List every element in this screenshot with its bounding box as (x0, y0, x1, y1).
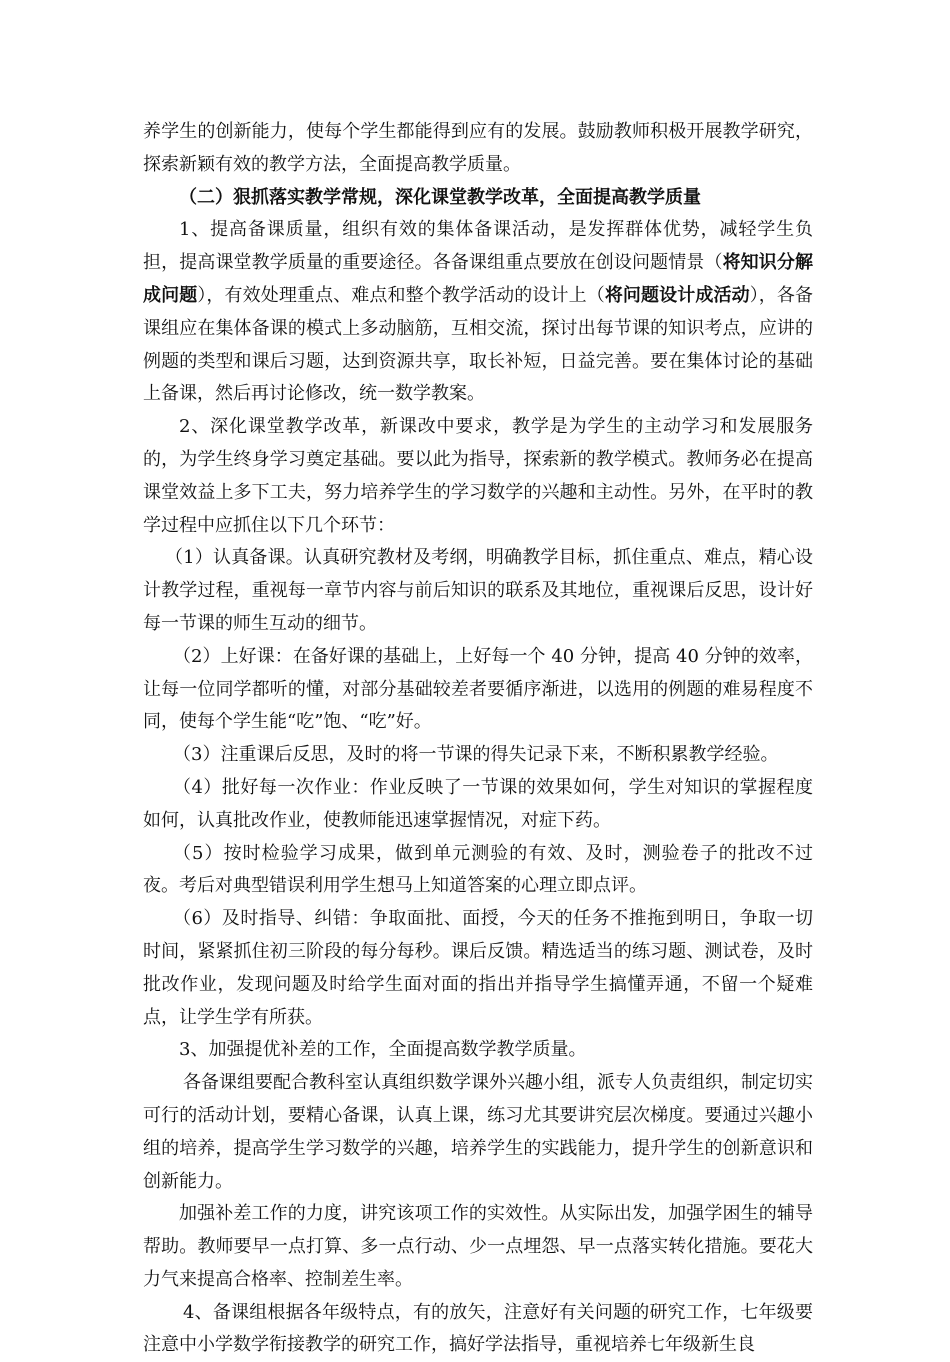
intro-paragraph: 养学生的创新能力，使每个学生都能得到应有的发展。鼓励教师积极开展教学研究，探索新颖有效的教学方法，全面提高教学质量。 (143, 121, 813, 175)
section-heading: （二）狠抓落实教学常规，深化课堂教学改革，全面提高教学质量 (179, 186, 701, 208)
paragraph-3a: 各备课组要配合教科室认真组织数学课外兴趣小组，派专人负责组织，制定切实可行的活动计划，要精心备课，认真上课，练习尤其要讲究层次梯度。要通过兴趣小组的培养，提高学生学习数学的兴趣，培养学生的实践能力，提升学生的创新意识和创新能力。 (143, 1072, 813, 1192)
paragraph-3: 3、加强提优补差的工作，全面提高数学教学质量。 (179, 1039, 587, 1061)
paragraph-4: 4、备课组根据各年级特点，有的放矢，注意好有关问题的研究工作，七年级要注意中小学数学衔接教学的研究工作，搞好学法指导，重视培养七年级新生良 (143, 1301, 813, 1356)
paragraph-3b: 加强补差工作的力度，讲究该项工作的实效性。从实际出发，加强学困生的辅导帮助。教师要早一点打算、多一点行动、少一点埋怨、早一点落实转化措施。要花大力气来提高合格率、控制差生率。 (143, 1203, 813, 1290)
list-item-5: （5）按时检验学习成果，做到单元测验的有效、及时，测验卷子的批改不过夜。考后对典型错误利用学生想马上知道答案的心理立即点评。 (143, 842, 813, 897)
paragraph-1-text-a: 1、提高备课质量，组织有效的集体备课活动，是发挥群体优势，减轻学生负担，提高课堂教学质量的重要途径。各备课组重点要放在创设问题情景（ (143, 219, 813, 274)
list-item-2: （2）上好课：在备好课的基础上，上好每一个 40 分钟，提高 40 分钟的效率，让每一位同学都听的懂，对部分基础较差者要循序渐进，以选用的例题的难易程度不同，使每个学生能“吃”饱、“吃”好。 (143, 645, 813, 733)
list-item-4: （4）批好每一次作业：作业反映了一节课的效果如何，学生对知识的掌握程度如何，认真批改作业，使教师能迅速掌握情况，对症下药。 (143, 776, 813, 831)
document-page (143, 116, 813, 1362)
paragraph-1 (143, 214, 813, 411)
list-item-6: （6）及时指导、纠错：争取面批、面授，今天的任务不推拖到明日，争取一切时间，紧紧抓住初三阶段的每分每秒。课后反馈。精选适当的练习题、测试卷，及时批改作业，发现问题及时给学生面对面的指出并指导学生搞懂弄通，不留一个疑难点，让学生学有所获。 (143, 908, 813, 1028)
paragraph-1-bold-b: 将问题设计成活动 (604, 284, 750, 306)
paragraph-1-bold-a: 将知识分解成问题 (143, 252, 814, 306)
list-item-1: （1）认真备课。认真研究教材及考纲，明确教学目标，抓住重点、难点，精心设计教学过程，重视每一章节内容与前后知识的联系及其地位，重视课后反思，设计好每一节课的师生互动的细节。 (143, 547, 813, 634)
list-item-3: （3）注重课后反思，及时的将一节课的得失记录下来，不断积累教学经验。 (173, 744, 779, 766)
paragraph-1-text-b: ），有效处理重点、难点和整个教学活动的设计上（ (197, 284, 605, 306)
paragraph-1-text-c: ），各备课组应在集体备课的模式上多动脑筋，互相交流，探讨出每节课的知识考点，应讲的例题的类型和课后习题，达到资源共享，取长补短，日益完善。要在集体讨论的基础上备课，然后再讨论修改，统一数学教案。 (143, 284, 814, 405)
paragraph-2: 2、深化课堂教学改革，新课改中要求，教学是为学生的主动学习和发展服务的，为学生终身学习奠定基础。要以此为指导，探索新的教学模式。教师务必在提高课堂效益上多下工夫，努力培养学生的学习数学的兴趣和主动性。另外，在平时的教学过程中应抓住以下几个环节： (143, 416, 813, 536)
